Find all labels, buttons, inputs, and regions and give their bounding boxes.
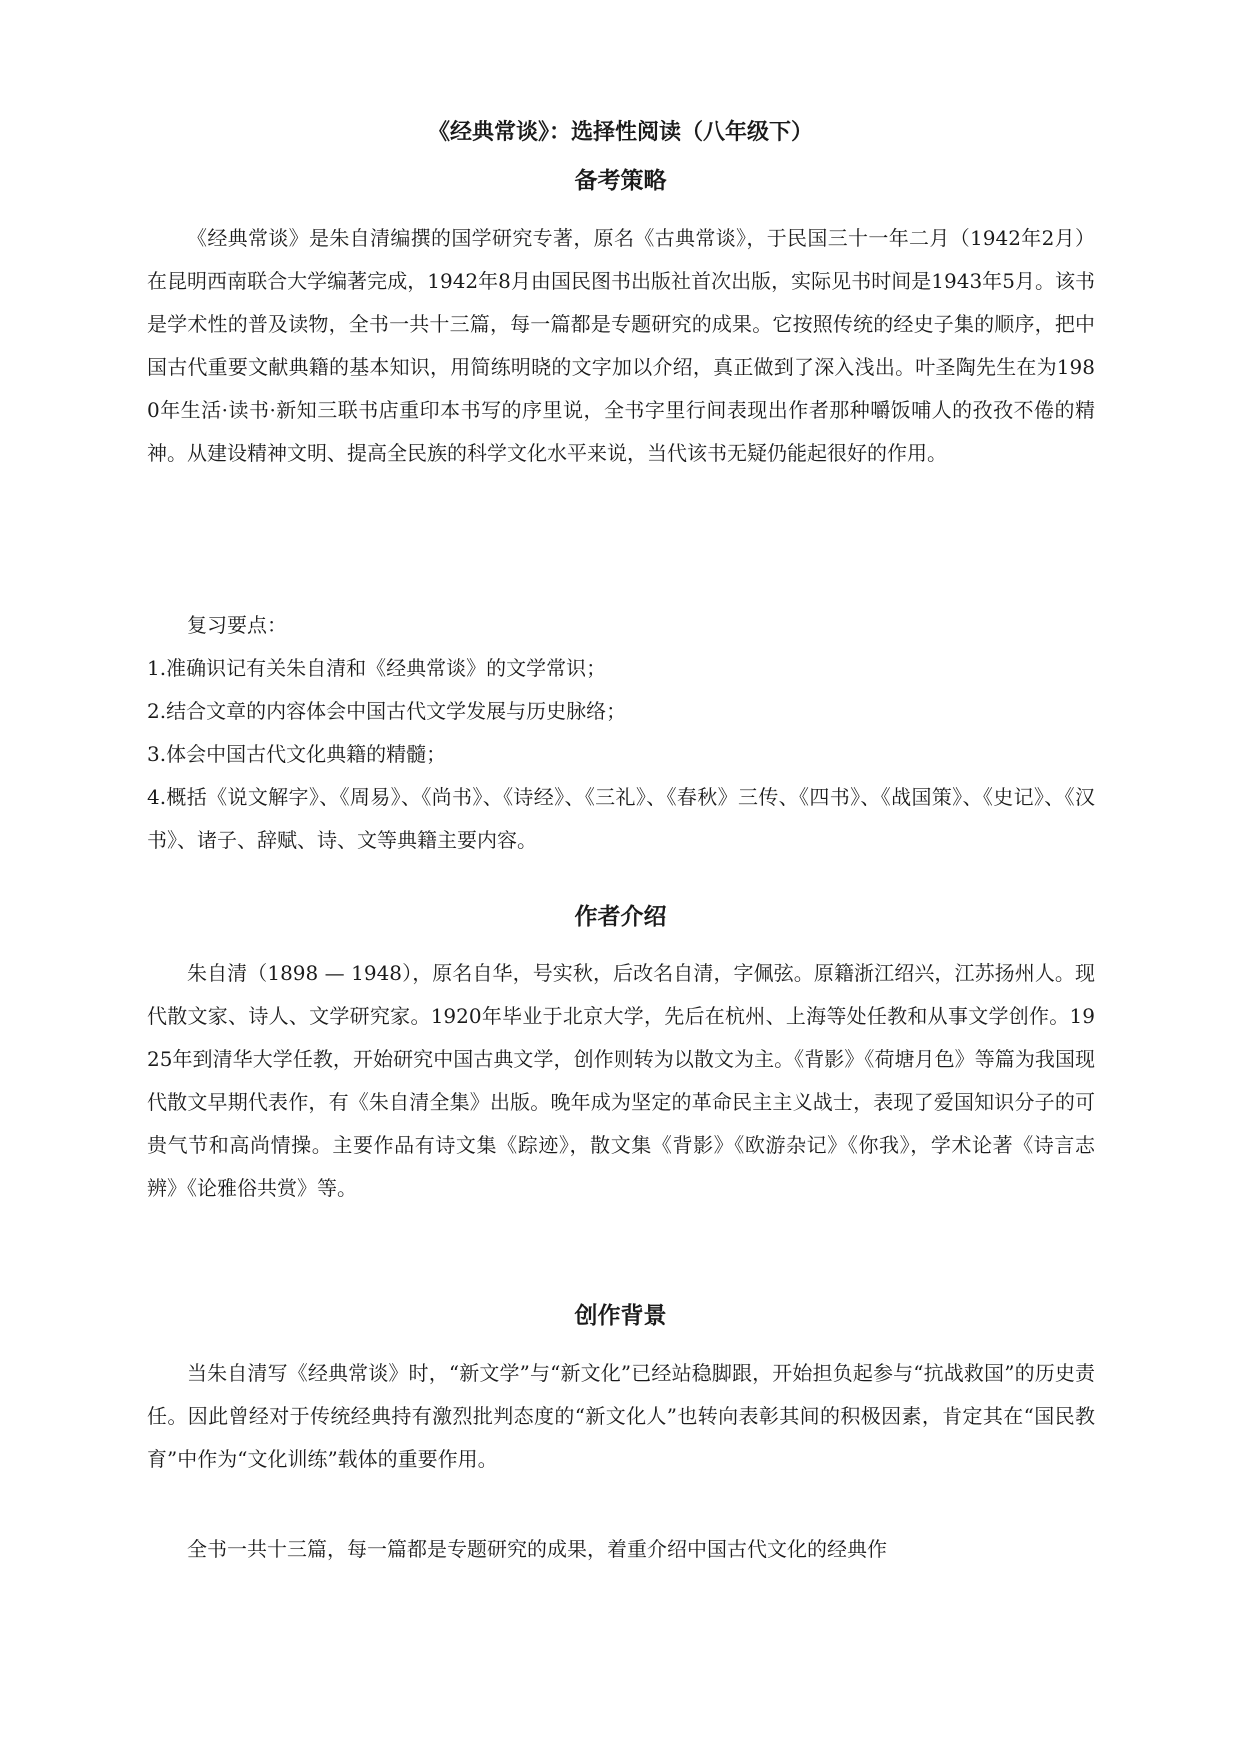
background-paragraph-2: 全书一共十三篇，每一篇都是专题研究的成果，着重介绍中国古代文化的经典作 — [187, 1537, 887, 1561]
review-points-label: 复习要点： — [187, 613, 287, 637]
background-paragraph-1: 当朱自清写《经典常谈》时，“新文学”与“新文化”已经站稳脚跟，开始担负起参与“抗战救国”的历史责任。因此曾经对于传统经典持有激烈批判态度的“新文化人”也转向表彰其间的积极因素，肯定其在“国民教育”中作为“文化训练”载体的重要作用。 — [147, 1361, 1095, 1471]
document-title: 《经典常谈》：选择性阅读（八年级下） — [427, 120, 813, 145]
heading-background: 创作背景 — [574, 1303, 667, 1329]
review-point-4: 4.概括《说文解字》、《周易》、《尚书》、《诗经》、《三礼》、《春秋》三传、《四书》、《战国策》、《史记》、《汉书》、诸子、辞赋、诗、文等典籍主要内容。 — [147, 785, 1095, 852]
review-point-1: 1.准确识记有关朱自清和《经典常谈》的文学常识； — [147, 656, 607, 680]
strategy-paragraph: 《经典常谈》是朱自清编撰的国学研究专著，原名《古典常谈》，于民国三十一年二月（1942年2月）在昆明西南联合大学编著完成，1942年8月由国民图书出版社首次出版，实际见书时间是1943年5月。该书是学术性的普及读物，全书一共十三篇，每一篇都是专题研究的成果。它按照传统的经史子集的顺序，把中国古代重要文献典籍的基本知识，用简练明晓的文字加以介绍，真正做到了深入浅出。叶圣陶先生在为1980年生活·读书·新知三联书店重印本书写的序里说，全书字里行间表现出作者那种嚼饭哺人的孜孜不倦的精神。从建设精神文明、提高全民族的科学文化水平来说，当代该书无疑仍能起很好的作用。 — [147, 226, 1095, 465]
review-point-2: 2.结合文章的内容体会中国古代文学发展与历史脉络； — [147, 699, 627, 723]
author-paragraph: 朱自清（1898 — 1948），原名自华，号实秋，后改名自清，字佩弦。原籍浙江绍兴，江苏扬州人。现代散文家、诗人、文学研究家。1920年毕业于北京大学，先后在杭州、上海等处任教和从事文学创作。1925年到清华大学任教，开始研究中国古典文学，创作则转为以散文为主。《背影》《荷塘月色》等篇为我国现代散文早期代表作，有《朱自清全集》出版。晚年成为坚定的革命民主主义战士，表现了爱国知识分子的可贵气节和高尚情操。主要作品有诗文集《踪迹》，散文集《背影》《欧游杂记》《你我》，学术论著《诗言志辨》《论雅俗共赏》等。 — [147, 961, 1095, 1200]
review-point-3: 3.体会中国古代文化典籍的精髓； — [147, 742, 447, 766]
heading-strategy: 备考策略 — [574, 168, 667, 194]
heading-author: 作者介绍 — [574, 904, 667, 930]
